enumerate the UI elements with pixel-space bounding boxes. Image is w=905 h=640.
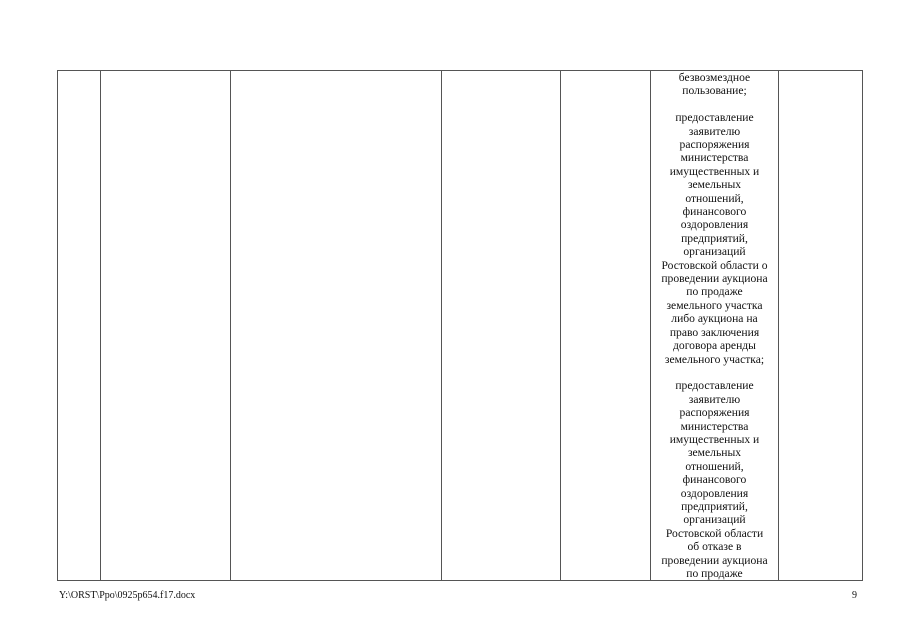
document-table [57, 70, 863, 581]
paragraph-free-use: безвозмездное пользование; [678, 71, 751, 98]
table-cell-col6 [651, 71, 779, 581]
table-cell-col5 [561, 71, 651, 581]
paragraph-gap [653, 366, 776, 379]
table-cell-col3 [231, 71, 442, 581]
footer-page-number: 9 [852, 590, 857, 601]
paragraph-auction-refusal: предоставление заявителю распоряжения министерства имущественных и земельных отношений, финансового оздоровления предприятий, организаций Ростовской области об отказе в проведении аукциона по продаже [661, 379, 768, 580]
paragraph-gap [653, 98, 776, 111]
table-row [58, 71, 863, 581]
footer-file-path: Y:\ORST\Ppo\0925p654.f17.docx [59, 590, 196, 601]
table-cell-col1 [58, 71, 101, 581]
cell-text-block [651, 71, 778, 580]
table-cell-col7 [779, 71, 863, 581]
table-cell-col4 [442, 71, 561, 581]
table-cell-col2 [101, 71, 231, 581]
paragraph-auction-order: предоставление заявителю распоряжения министерства имущественных и земельных отношений, финансового оздоровления предприятий, организаций Ростовской области о проведении аукциона по продаже земельного участка либо аукциона на право заключения договора аренды земельного участка; [661, 111, 768, 366]
